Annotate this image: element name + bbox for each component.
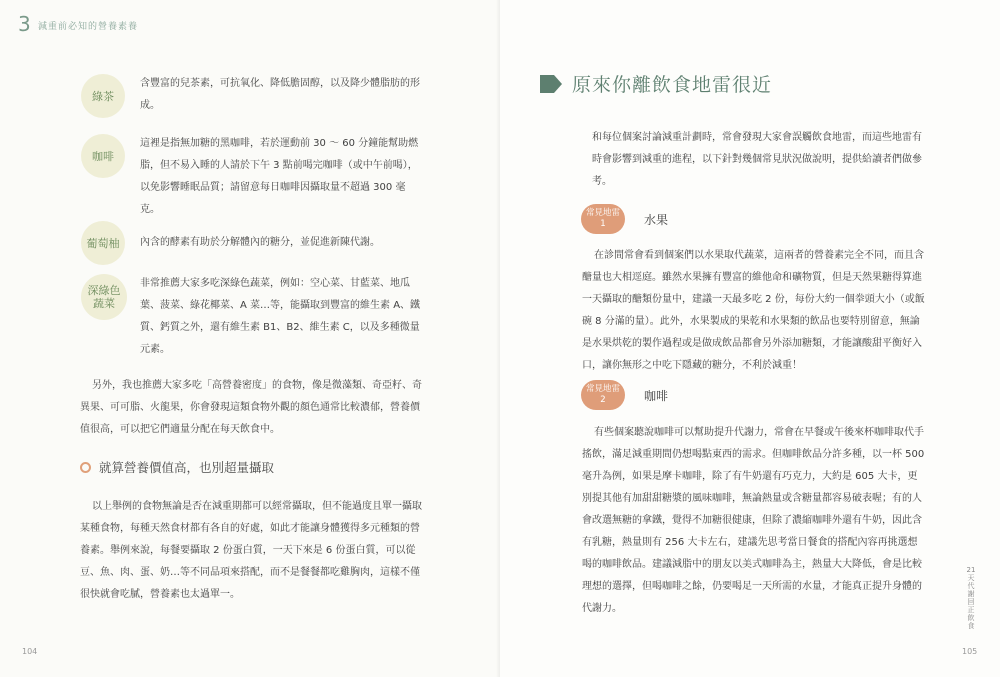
mine-text-coffee: 有些個案聽說咖啡可以幫助提升代謝力，常會在早餐或午後來杯咖啡取代手搖飲，滿足減重期間仍想喝點東西的需求。但咖啡飲品分許多種，以一杯 500 毫升為例，如果是摩卡咖啡，除了有牛奶還有巧克力，大約是 605 大卡，更別提其他有加甜甜糖漿的風味咖啡，無論熱量或含糖量都容易破表喔；有的人會改選無糖的拿鐵，覺得不加糖很健康，但除了濃縮咖啡外還有牛奶，因此含有乳糖，熱量則有 256 大卡左右，建議先思考當日餐食的搭配內容再挑選想喝的咖啡飲品。建議減脂中的朋友以美式咖啡為主，熱量大大降低，會是比較理想的選擇，但喝咖啡之餘，仍要喝足一天所需的水量，才能真正提升身體的代謝力。	[582, 427, 925, 614]
food-label-green-tea: 綠茶	[81, 74, 125, 118]
side-book-title: 21天代謝回正飲食	[966, 566, 976, 630]
chapter-number: 3	[18, 12, 31, 36]
paragraph-variety: 以上舉例的食物無論是否在減重期都可以經常攝取，但不能過度且單一攝取某種食物，每種天然食材都有各自的好處，如此才能讓身體獲得多元種類的營養素。舉例來說，每餐要攝取 2 份蛋白質，一天下來是 6 份蛋白質，可以從豆、魚、肉、蛋、奶…等不同品項來搭配，而不是餐餐都吃雞胸肉，這樣不僅很快就會吃膩，營養素也太過單一。	[80, 501, 422, 600]
food-label-dark-greens: 深綠色蔬菜	[81, 274, 127, 320]
chapter-title: 減重前必知的營養素養	[38, 22, 139, 32]
mine-badge-2	[581, 380, 625, 410]
main-heading	[540, 70, 772, 97]
mine-badge-1-label: 常見地雷	[585, 208, 620, 218]
mine-title-coffee: 咖啡	[644, 389, 669, 403]
subheading-text: 就算營養價值高，也別超量攝取	[99, 460, 275, 475]
mine-badge-2-label: 常見地雷	[585, 384, 620, 394]
intro-paragraph: 和每位個案討論減重計劃時，常會發現大家會誤觸飲食地雷，而這些地雷有時會影響到減重的進程，以下針對幾個常見狀況做說明，提供給讀者們做參考。	[592, 132, 922, 187]
tag-arrow-icon	[540, 75, 562, 93]
paragraph-nutrient-density: 另外，我也推薦大家多吃「高營養密度」的食物，像是微藻類、奇亞籽、奇異果、可可脂、火龍果，你會發現這類食物外觀的顏色通常比較濃郁，營養價值很高，可以把它們適量分配在每天飲食中。	[80, 380, 422, 435]
food-label-coffee: 咖啡	[81, 134, 125, 178]
food-desc-dark-greens: 非常推薦大家多吃深綠色蔬菜，例如：空心菜、甘藍菜、地瓜葉、菠菜、綠花椰菜、A 菜…等，能攝取到豐富的維生素 A、鐵質、鈣質之外，還有維生素 B1、B2、維生素 C，以及多種微量元素。	[140, 278, 421, 355]
mine-title-fruit: 水果	[644, 213, 669, 227]
ring-bullet-icon	[80, 462, 91, 473]
food-label-grapefruit: 葡萄柚	[81, 221, 125, 265]
mine-text-fruit: 在診間常會看到個案們以水果取代蔬菜，這兩者的營養素完全不同，而且含醣量也大相逕庭。雖然水果擁有豐富的維他命和礦物質，但是天然果糖得算進一天攝取的醣類份量中，建議一天最多吃 2 份，每份大約一個拳頭大小（或飯碗 8 分滿的量）。此外，水果製成的果乾和水果類的飲品也要特別留意，無論是水果烘乾的製作過程或是做成飲品都會另外添加糖類，才能讓酸甜平衡好入口，讓你無形之中吃下隱藏的糖分，不利於減重！	[582, 250, 925, 371]
mine-badge-1	[581, 204, 625, 234]
main-heading-text: 原來你離飲食地雷很近	[572, 74, 773, 96]
page-number-left: 104	[22, 647, 38, 656]
food-desc-green-tea: 含豐富的兒茶素，可抗氧化、降低膽固醇，以及降少體脂肪的形成。	[140, 78, 420, 111]
page-number-right: 105	[962, 647, 978, 656]
food-desc-grapefruit: 內含的酵素有助於分解體內的糖分，並促進新陳代謝。	[140, 237, 380, 248]
mine-badge-2-number: 2	[600, 395, 606, 405]
subheading	[80, 458, 274, 476]
food-desc-coffee: 這裡是指無加糖的黑咖啡，若於運動前 30 ～ 60 分鐘能幫助燃脂，但不易入睡的人請於下午 3 點前喝完咖啡（或中午前喝），以免影響睡眠品質；請留意每日咖啡因攝取量不超過 300 毫克。	[140, 138, 419, 215]
mine-badge-1-number: 1	[600, 219, 606, 229]
